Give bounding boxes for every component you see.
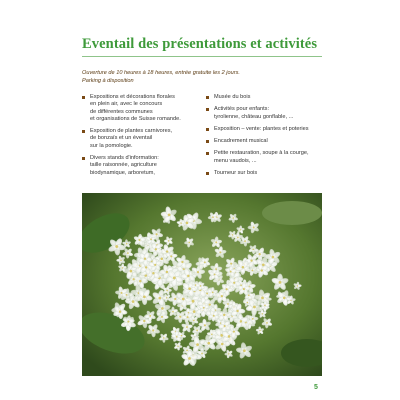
list-item-line: Encadrement musical (214, 138, 268, 145)
list-item-text (90, 94, 202, 123)
list-item (206, 170, 324, 177)
title-rule (82, 56, 322, 57)
list-item-line: menu vaudois, ... (214, 157, 257, 164)
list-item (206, 150, 324, 165)
list-item (82, 128, 202, 150)
list-item-line: sur la pomologie. (90, 142, 133, 149)
list-item-line: tyrolienne, château gonflable, ... (214, 113, 294, 120)
list-item (82, 155, 202, 177)
page-title: Eventail des présentations et activités (82, 36, 318, 52)
list-item-line: Exposition – vente: plantes et poteries (214, 125, 309, 132)
list-item-line: Musée du bois (214, 94, 251, 100)
list-item-text (214, 106, 324, 121)
list-item (82, 94, 202, 123)
list-item (206, 126, 324, 133)
list-item-line: taille raisonnée, agriculture (90, 162, 157, 169)
bullet-square-icon (206, 172, 209, 175)
list-item-line: Petite restauration, soupe à la courge, (214, 150, 309, 157)
list-item (206, 94, 324, 101)
list-item-line: Expositions et décorations florales (90, 94, 175, 100)
list-item (206, 106, 324, 121)
bullet-square-icon (82, 96, 85, 99)
list-item-line: Divers stands d'information: (90, 155, 159, 162)
list-item-line: en plein air, avec le concours (90, 101, 163, 108)
bullet-square-icon (82, 157, 85, 160)
bullet-square-icon (206, 96, 209, 99)
list-item-line: et organisations de Suisse romande. (90, 115, 181, 122)
list-item-text (214, 150, 324, 165)
bullet-square-icon (206, 152, 209, 155)
bullet-square-icon (82, 130, 85, 133)
list-item (206, 138, 324, 145)
list-item-text (90, 155, 202, 177)
list-item-line: Tourneur sur bois (214, 170, 258, 177)
bullet-square-icon (206, 128, 209, 131)
flower-photo (82, 193, 322, 376)
list-item-line: de différentes communes (90, 108, 153, 115)
intro-line: Ouverture de 10 heures à 18 heures, entrée gratuite les 2 jours. (82, 70, 240, 76)
list-item-line: biodynamique, arboretum, (90, 169, 155, 176)
bullet-square-icon (206, 140, 209, 143)
page-number: 5 (314, 384, 318, 391)
right-column (206, 94, 324, 182)
intro-line: Parking à disposition (82, 78, 134, 84)
list-item-text (214, 94, 324, 101)
list-item-line: Activités pour enfants: (214, 106, 270, 113)
bullet-square-icon (206, 108, 209, 111)
list-item-text (214, 138, 324, 145)
flower-photo-illustration (82, 193, 322, 376)
intro-text (82, 69, 322, 85)
list-item-line: Exposition de plantes carnivores, (90, 128, 173, 135)
left-column (82, 94, 202, 182)
list-item-text (214, 170, 324, 177)
list-item-text (90, 128, 202, 150)
list-item-line: de bonzaïs et un éventail (90, 135, 153, 142)
list-item-text (214, 126, 324, 133)
